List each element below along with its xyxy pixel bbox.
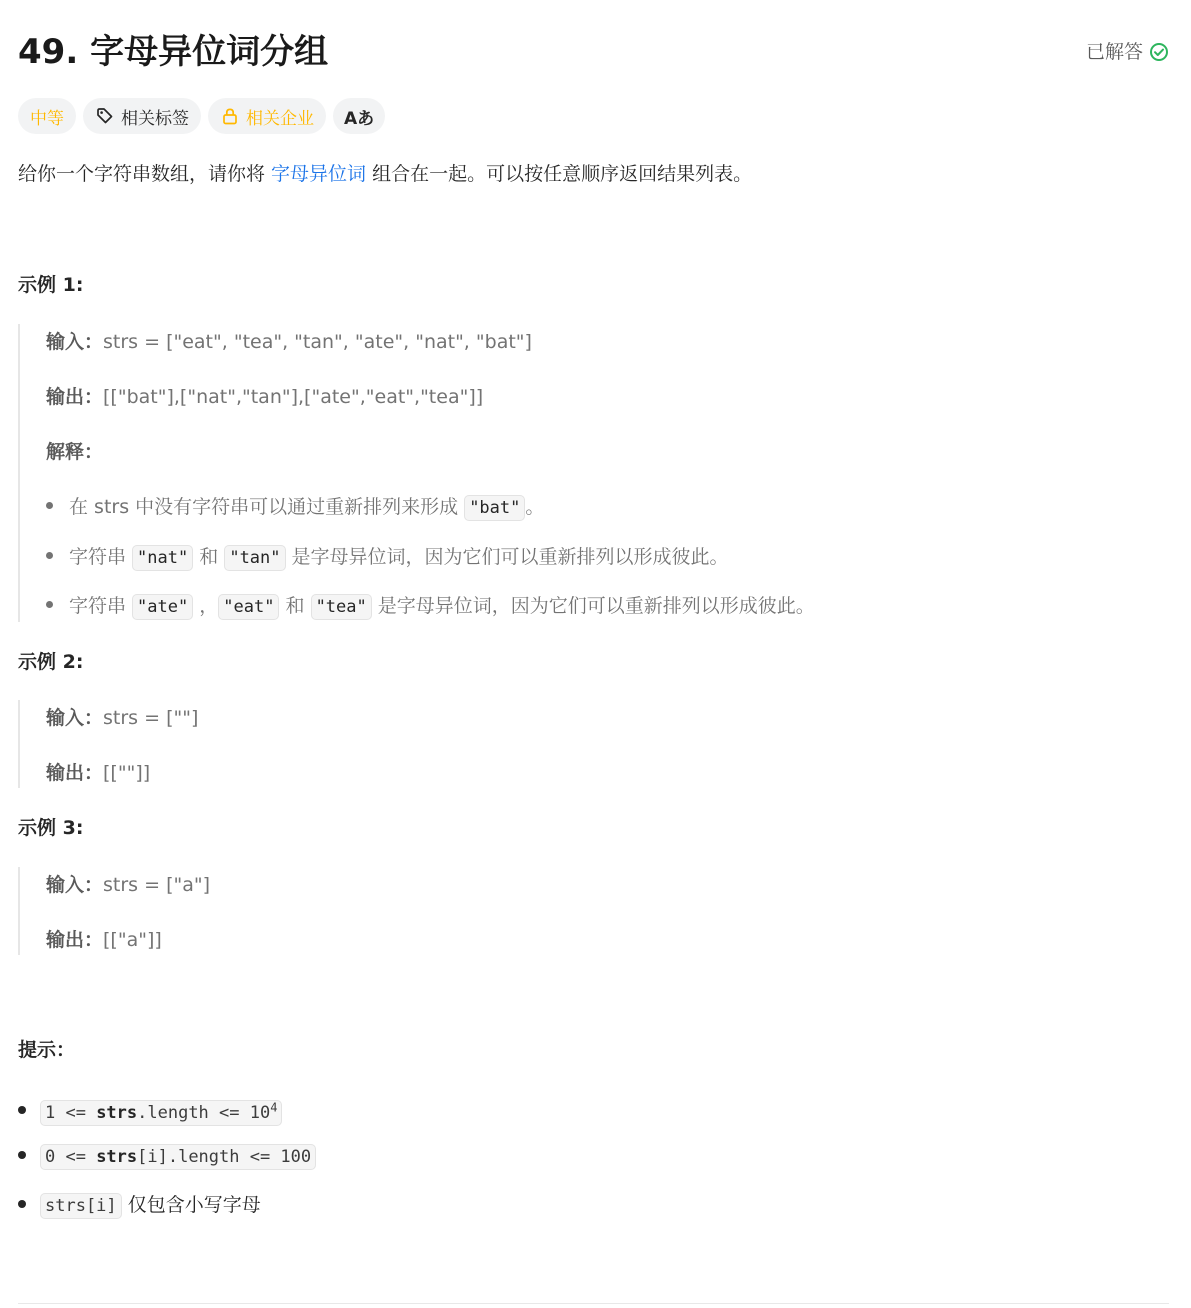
tag-bar (18, 98, 385, 134)
difficulty-badge[interactable] (18, 98, 76, 134)
constraint-code: strs[i] (40, 1193, 122, 1219)
check-circle-icon (1149, 42, 1169, 62)
hints-title: 提示： (18, 1039, 76, 1061)
description-text-end: 组合在一起。可以按任意顺序返回结果列表。 (366, 163, 753, 185)
constraint-item (18, 1141, 316, 1172)
page-title: 49. 字母异位词分组 (18, 32, 329, 72)
example-1-input-value: strs = ["eat", "tea", "tan", "ate", "nat", "bat"] (103, 331, 532, 353)
related-companies-button[interactable] (208, 98, 326, 134)
code-text: strs (96, 1102, 138, 1123)
example-1-output (46, 384, 483, 410)
solved-label: 已解答 (1085, 41, 1143, 63)
divider (18, 1303, 1169, 1304)
exponent: 4 (270, 1100, 278, 1114)
example-2-input-value: strs = [""] (103, 707, 199, 729)
explanation-text: 是字母异位词，因为它们可以重新排列以形成彼此。 (285, 546, 729, 568)
example-3-input-value: strs = ["a"] (103, 874, 211, 896)
anagram-link[interactable]: 字母异位词 (271, 163, 367, 185)
example-3-output (46, 927, 162, 953)
example-3-input (46, 872, 210, 898)
inline-code: "ate" (132, 594, 193, 620)
inline-code: "bat" (464, 495, 525, 521)
explanation-text: 字符串 (69, 595, 133, 617)
input-label: 输入： (46, 331, 104, 353)
code-text: 1 <= (45, 1102, 97, 1123)
explanation-text: 和 (193, 546, 225, 568)
constraint-code (40, 1144, 316, 1170)
example-1-input (46, 329, 532, 355)
code-text: [i].length <= 100 (137, 1147, 312, 1167)
explanation-text: 和 (279, 595, 311, 617)
title-row (18, 28, 1169, 76)
code-text: strs (96, 1147, 138, 1167)
tag-icon (95, 106, 115, 126)
explanation-text: 在 strs 中没有字符串可以通过重新排列来形成 (69, 496, 465, 518)
difficulty-label: 中等 (30, 108, 64, 129)
related-tags-button[interactable] (83, 98, 201, 134)
explanation-item (46, 592, 815, 621)
input-label: 输入： (46, 707, 104, 729)
output-label: 输出： (46, 386, 104, 408)
description-text: 给你一个字符串数组，请你将 (18, 163, 272, 185)
inline-code: "nat" (132, 545, 193, 571)
explanation-text: 。 (525, 496, 545, 518)
constraint-code (40, 1100, 282, 1126)
example-2-output (46, 760, 150, 786)
explanation-item (46, 493, 544, 522)
example-3-block (18, 867, 618, 955)
inline-code: "tea" (311, 594, 372, 620)
constraint-item (18, 1092, 282, 1128)
example-2-block (18, 700, 618, 788)
code-text: 0 <= (45, 1147, 97, 1167)
translate-icon: Aあ (344, 108, 375, 129)
constraint-text: 仅包含小写字母 (121, 1194, 261, 1216)
example-1-explanation (46, 439, 103, 465)
output-label: 输出： (46, 929, 104, 951)
inline-code: "eat" (218, 594, 279, 620)
input-label: 输入： (46, 874, 104, 896)
example-2-output-value: [[""]] (103, 762, 151, 784)
solved-status (1086, 40, 1169, 64)
explanation-text: 是字母异位词，因为它们可以重新排列以形成彼此。 (371, 595, 815, 617)
output-label: 输出： (46, 762, 104, 784)
explanation-text: 字符串 (69, 546, 133, 568)
example-3-output-value: [["a"]] (103, 929, 162, 951)
problem-description (18, 160, 752, 188)
example-1-block (18, 324, 1018, 622)
example-2-input (46, 705, 198, 731)
constraint-item (18, 1190, 261, 1221)
translate-button[interactable] (333, 98, 385, 134)
explanation-text: ， (193, 595, 219, 617)
related-companies-label: 相关企业 (246, 108, 314, 129)
example-1-title: 示例 1: (18, 274, 84, 296)
inline-code: "tan" (224, 545, 285, 571)
explanation-label: 解释： (46, 441, 104, 463)
explanation-item (46, 543, 729, 572)
related-tags-label: 相关标签 (121, 108, 189, 129)
example-1-output-value: [["bat"],["nat","tan"],["ate","eat","tea"]] (103, 386, 484, 408)
example-2-title: 示例 2: (18, 651, 84, 673)
code-text: .length <= 10 (137, 1102, 271, 1123)
lock-icon (220, 106, 240, 126)
example-3-title: 示例 3: (18, 817, 84, 839)
